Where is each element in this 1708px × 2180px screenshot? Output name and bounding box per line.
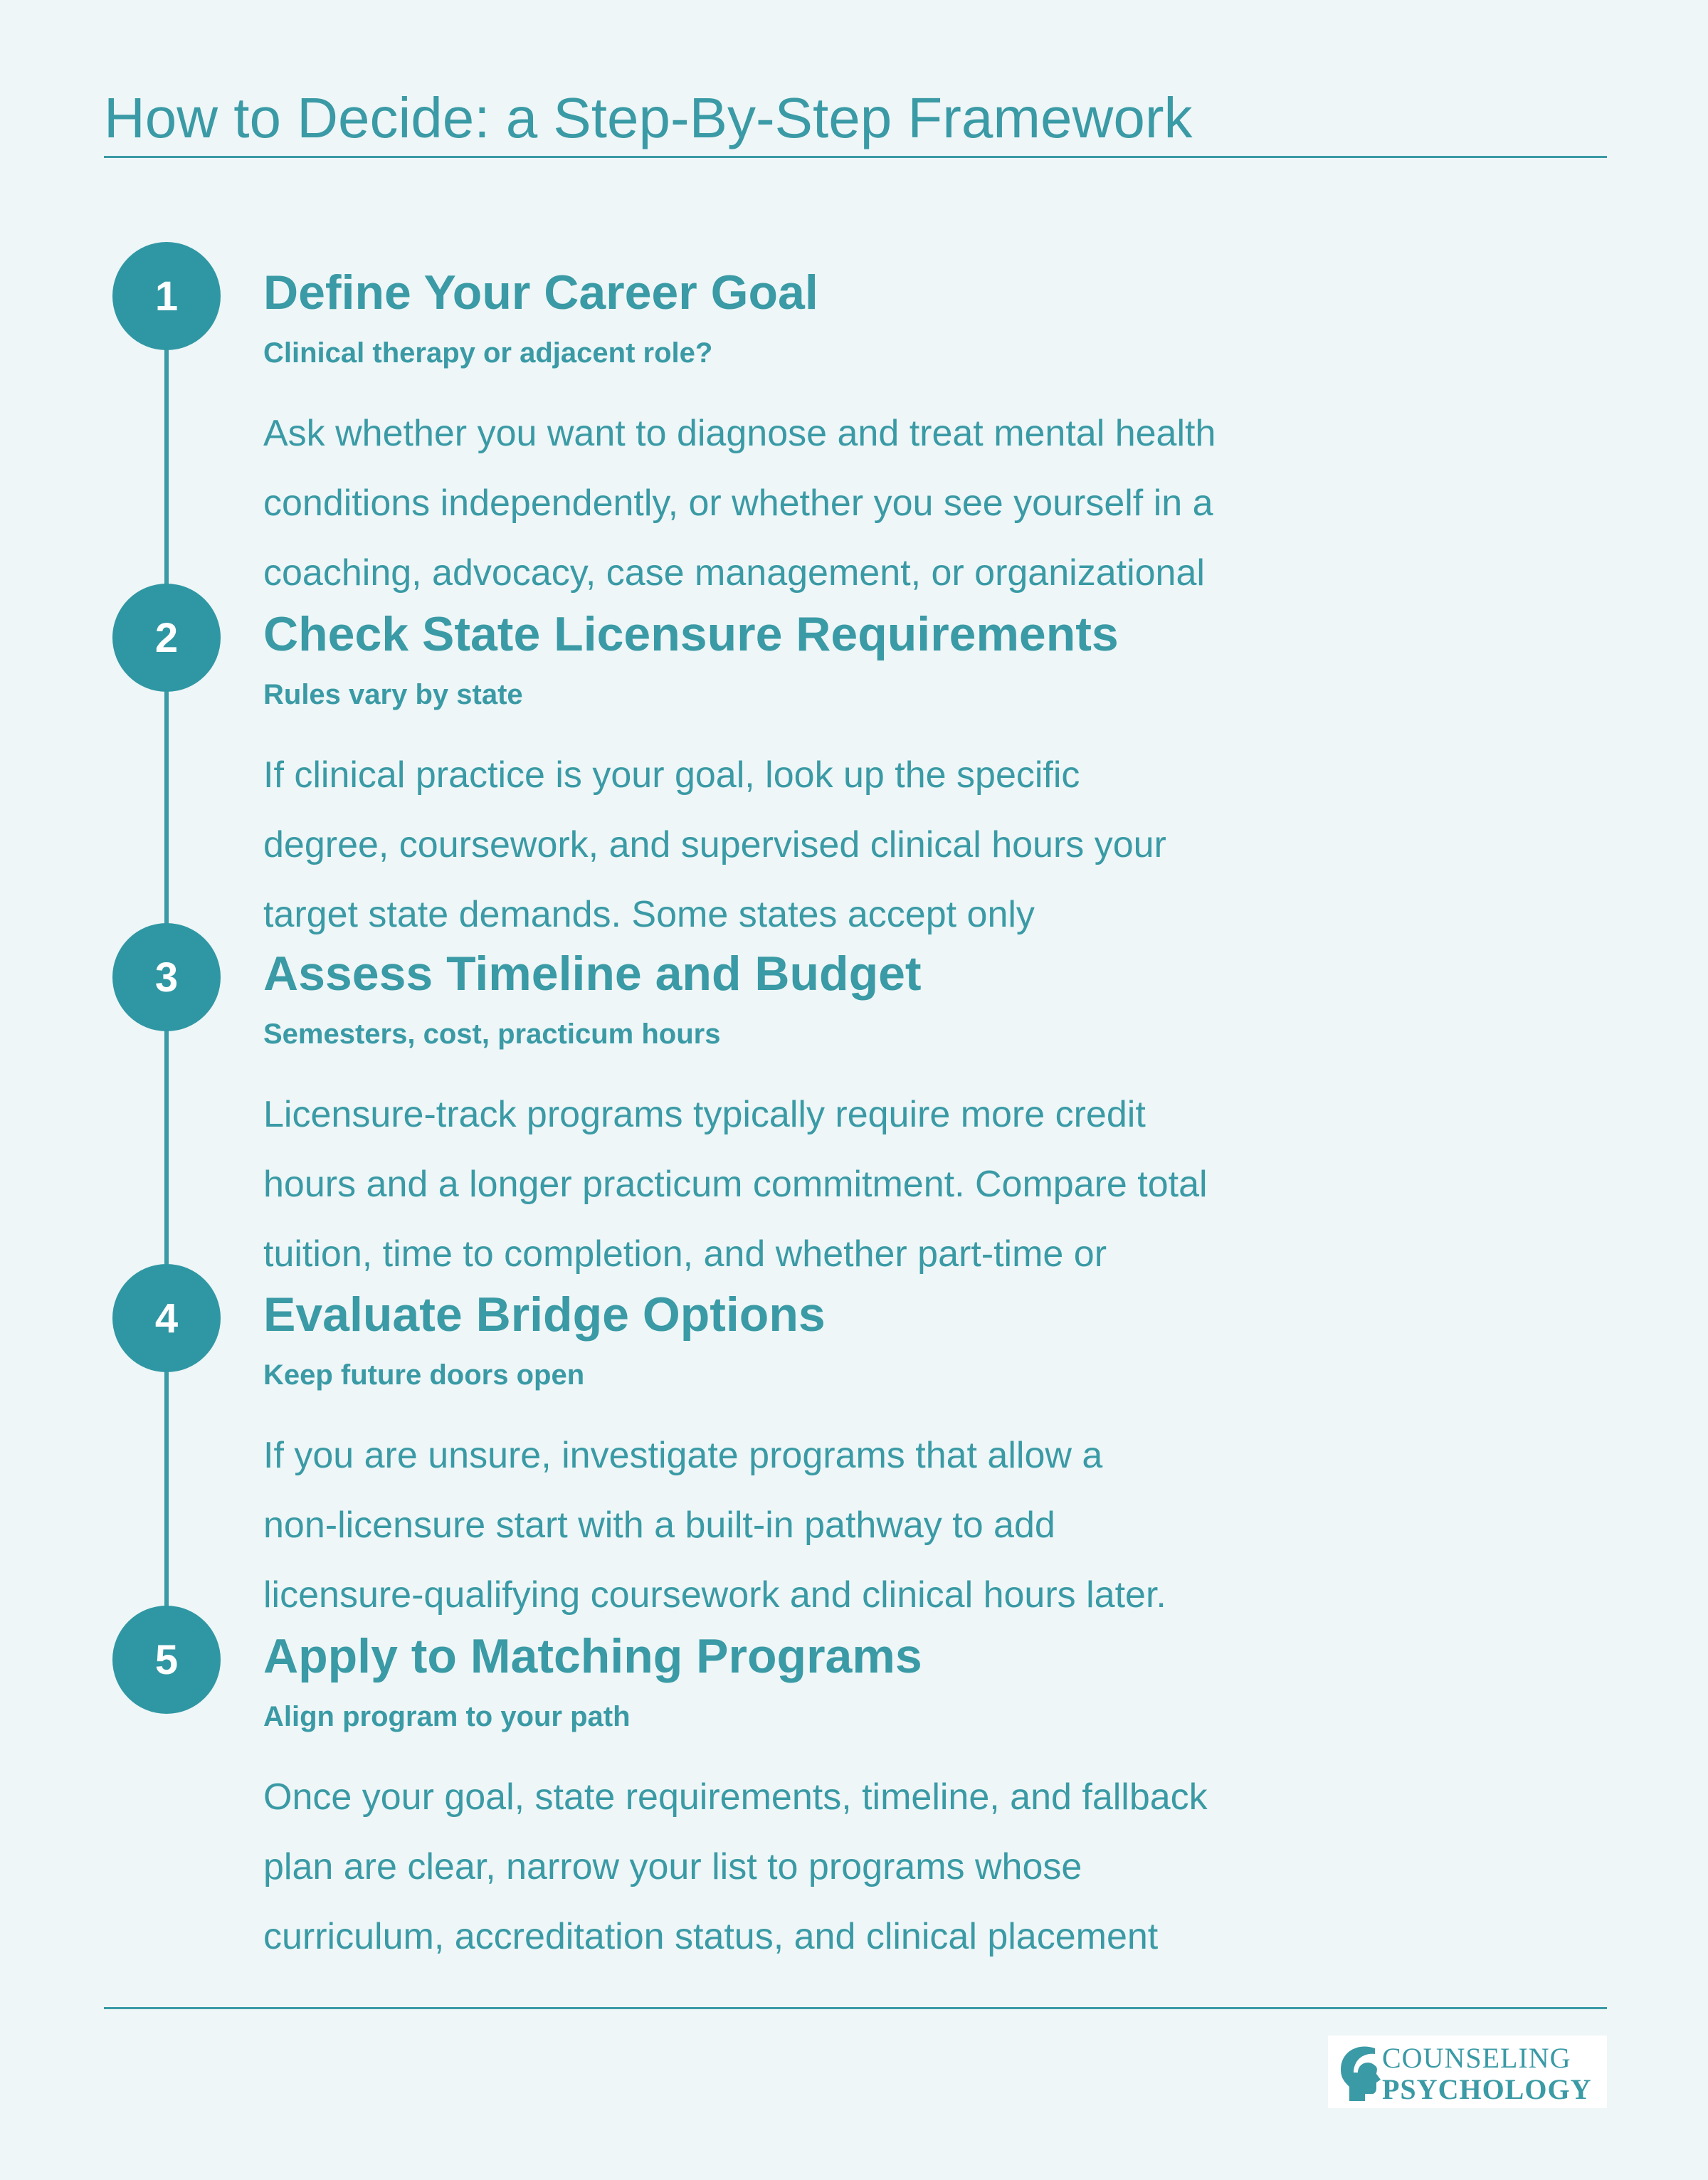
step-subtitle: Clinical therapy or adjacent role?	[263, 337, 713, 369]
counseling-psychology-logo	[1328, 2036, 1607, 2108]
step-number-badge: 5	[112, 1606, 221, 1714]
step-description-line: Ask whether you want to diagnose and treat mental health	[263, 413, 1216, 454]
step-subtitle: Semesters, cost, practicum hours	[263, 1018, 721, 1050]
step-description-line: hours and a longer practicum commitment. Compare total	[263, 1164, 1208, 1205]
logo-text-line1: COUNSELING	[1382, 2042, 1571, 2074]
step-subtitle: Align program to your path	[263, 1701, 631, 1732]
step-title: Evaluate Bridge Options	[263, 1288, 826, 1342]
step-description-line: degree, coursework, and supervised clinical hours your	[263, 824, 1166, 865]
step-number-badge: 3	[112, 923, 221, 1031]
step-description	[263, 1421, 1331, 1630]
step-description-line: coaching, advocacy, case management, or organizational	[263, 552, 1205, 594]
step-subtitle: Rules vary by state	[263, 679, 523, 710]
step-description	[263, 1080, 1331, 1289]
step-description-line: Once your goal, state requirements, timeline, and fallback	[263, 1776, 1208, 1818]
step-description	[263, 740, 1331, 949]
step-title: Check State Licensure Requirements	[263, 607, 1119, 661]
head-profile-icon	[1334, 2041, 1383, 2104]
step-description-line: non-licensure start with a built-in pathway to add	[263, 1505, 1055, 1546]
step-description-line: If clinical practice is your goal, look up the specific	[263, 754, 1080, 796]
step-description	[263, 399, 1331, 608]
page-title: How to Decide: a Step-By-Step Framework	[104, 85, 1193, 149]
step-description-line: plan are clear, narrow your list to programs whose	[263, 1846, 1082, 1887]
step-title: Define Your Career Goal	[263, 265, 818, 320]
step-title: Assess Timeline and Budget	[263, 947, 922, 1001]
header-divider	[104, 156, 1607, 158]
step-number-badge: 1	[112, 242, 221, 350]
step-description	[263, 1762, 1331, 1971]
step-description-line: licensure-qualifying coursework and clinical hours later.	[263, 1574, 1166, 1616]
step-number-badge: 4	[112, 1264, 221, 1372]
step-description-line: Licensure-track programs typically require more credit	[263, 1094, 1146, 1135]
logo-text-line2: PSYCHOLOGY	[1382, 2073, 1592, 2105]
step-description-line: target state demands. Some states accept only	[263, 894, 1035, 935]
step-description-line: If you are unsure, investigate programs that allow a	[263, 1435, 1103, 1476]
step-description-line: tuition, time to completion, and whether part-time or	[263, 1233, 1107, 1275]
footer-divider	[104, 2007, 1607, 2009]
step-subtitle: Keep future doors open	[263, 1359, 585, 1391]
step-title: Apply to Matching Programs	[263, 1629, 922, 1683]
step-description-line: conditions independently, or whether you see yourself in a	[263, 483, 1213, 524]
step-number-badge: 2	[112, 584, 221, 692]
step-description-line: curriculum, accreditation status, and clinical placement	[263, 1916, 1159, 1957]
